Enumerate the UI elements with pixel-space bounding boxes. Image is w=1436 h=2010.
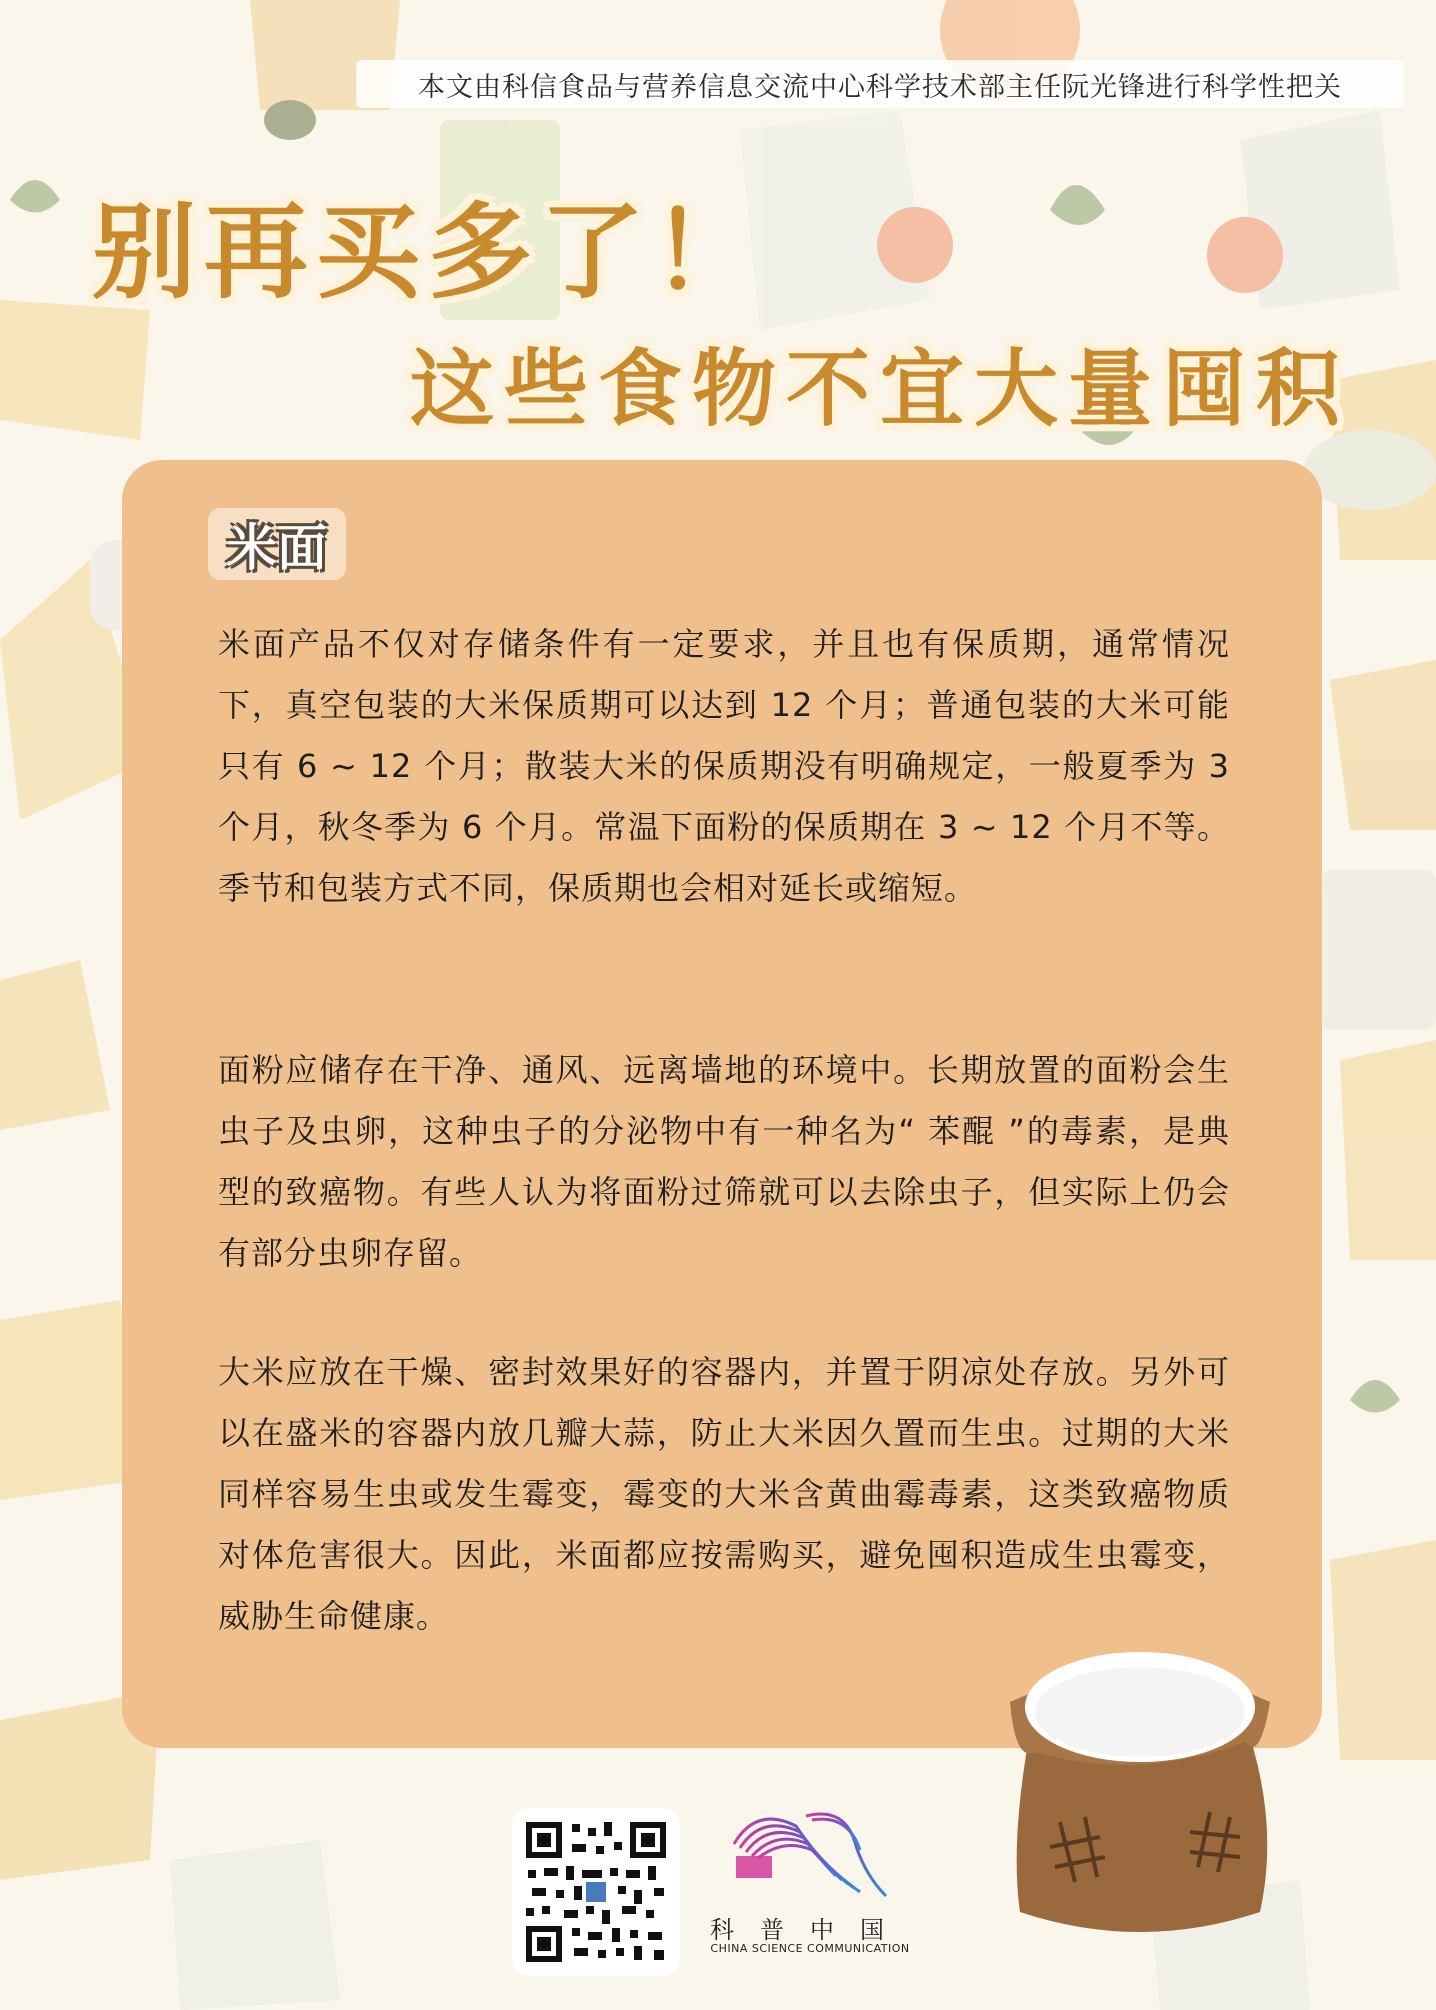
cheese-icon xyxy=(1330,660,1436,830)
logo-name-en: CHINA SCIENCE COMMUNICATION xyxy=(710,1942,910,1955)
leaf-icon xyxy=(10,180,60,213)
section-label: 米面 xyxy=(208,508,346,580)
tomato-icon xyxy=(877,207,953,283)
rice-sack-icon xyxy=(990,1612,1290,1942)
carton-icon xyxy=(1320,870,1436,1030)
logo-name-cn: 科普中国 xyxy=(710,1916,910,1944)
olive-icon xyxy=(264,100,316,140)
cheese-icon xyxy=(1330,1540,1436,1760)
page-subtitle: 这些食物不宜大量囤积 xyxy=(410,340,1351,438)
page-title: 别再买多了！ xyxy=(92,191,765,313)
paragraph-flour-storage: 面粉应储存在干净、通风、远离墙地的环境中。长期放置的面粉会生虫子及虫卵，这种虫子的分泌物中有一种名为“ 苯醌 ”的毒素，是典型的致癌物。有些人认为将面粉过筛就可以去除虫子，但实际上仍会有部分虫卵存留。 xyxy=(218,1051,1230,1272)
tomato-icon xyxy=(1207,217,1283,293)
cheese-icon xyxy=(0,1300,140,1500)
qr-code[interactable] xyxy=(512,1808,680,1976)
paragraph-shelf-life: 米面产品不仅对存储条件有一定要求，并且也有保质期，通常情况下，真空包装的大米保质期可以达到 12 个月；普通包装的大米可能只有 6 ~ 12 个月；散装大米的保质期没有明确规定，一般夏季为 3 个月，秋冬季为 6 个月。常温下面粉的保质期在 3 ~ 12 个月不等。季节和包装方式不同，保质期也会相对延长或缩短。 xyxy=(218,625,1230,907)
cheese-icon xyxy=(0,960,110,1130)
leaf-icon xyxy=(1350,1380,1400,1413)
paragraph-rice-storage: 大米应放在干燥、密封效果好的容器内，并置于阴凉处存放。另外可以在盛米的容器内放几瓣大蒜，防止大米因久置而生虫。过期的大米同样容易生虫或发生霉变，霉变的大米含黄曲霉毒素，这类致癌物质对体危害很大。因此，米面都应按需购买，避免囤积造成生虫霉变，威胁生命健康。 xyxy=(218,1353,1230,1635)
qr-code-icon xyxy=(522,1818,670,1966)
tofu-icon xyxy=(170,1840,340,2010)
reviewer-credit: 本文由科信食品与营养信息交流中心科学技术部主任阮光锋进行科学性把关 xyxy=(356,60,1404,108)
cheese-icon xyxy=(0,300,150,440)
leaf-icon xyxy=(1050,185,1105,225)
cheese-icon xyxy=(1340,1040,1436,1260)
